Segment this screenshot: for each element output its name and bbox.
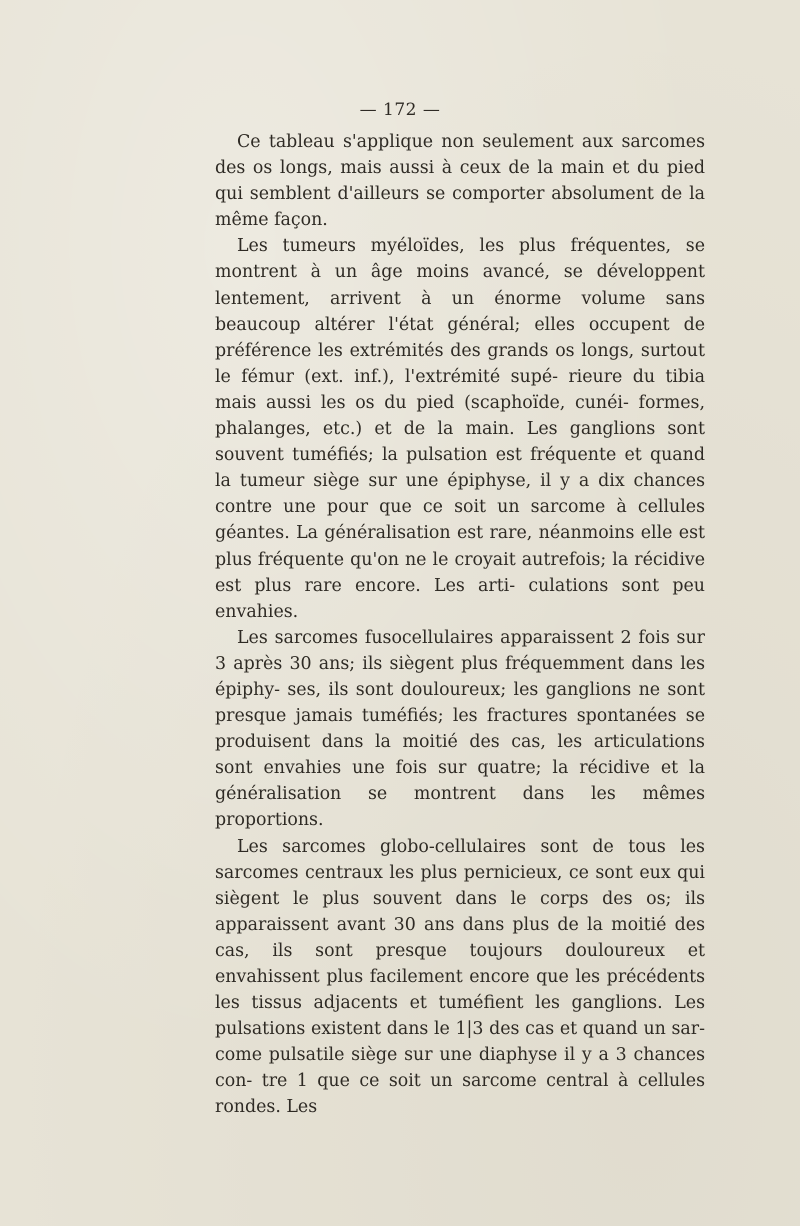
page-number: — 172 — (359, 100, 441, 120)
paragraph: Ce tableau s'applique non seulement aux sarcomes des os longs, mais aussi à ceux de la main et du pied qui semblent d'ailleurs se comporter absolument de la même façon. (215, 132, 705, 231)
paragraph: Les sarcomes globo-cellulaires sont de tous les sarcomes centraux les plus pernicieux, ce sont eux qui siègent le plus souvent dans le corps des os; ils apparaissent avant 30 ans dans plus de la moitié des cas, ils sont presque toujours douloureux et envahissent plus facilement encore que les précédents les tissus adjacents et tuméfient les ganglions. Les pulsations existent dans le 1|3 des cas et quand un sar- come pulsatile siège sur une diaphyse il y a 3 chances con- tre 1 que ce soit un sarcome central à cellules rondes. Les (215, 836, 705, 1118)
paragraph: Les sarcomes fusocellulaires apparaissent 2 fois sur 3 après 30 ans; ils siègent plus fréquemment dans les épiphy- ses, ils sont douloureux; les ganglions ne sont presque jamais tuméfiés; les fractures spontanées se produisent dans la moitié des cas, les articulations sont envahies une fois sur quatre; la récidive et la généralisation se montrent dans les mêmes proportions. (215, 627, 705, 831)
body-text (215, 129, 705, 1121)
paragraph: Les tumeurs myéloïdes, les plus fréquentes, se montrent à un âge moins avancé, se développent lentement, arrivent à un énorme volume sans beaucoup altérer l'état général; elles occupent de préférence les extrémités des grands os longs, surtout le fémur (ext. inf.), l'extrémité supé- rieure du tibia mais aussi les os du pied (scaphoïde, cunéi- formes, phalanges, etc.) et de la main. Les ganglions sont souvent tuméfiés; la pulsation est fréquente et quand la tumeur siège sur une épiphyse, il y a dix chances contre une pour que ce soit un sarcome à cellules géantes. La généralisation est rare, néanmoins elle est plus fréquente qu'on ne le croyait autrefois; la récidive est plus rare encore. Les arti- culations sont peu envahies. (215, 236, 705, 622)
